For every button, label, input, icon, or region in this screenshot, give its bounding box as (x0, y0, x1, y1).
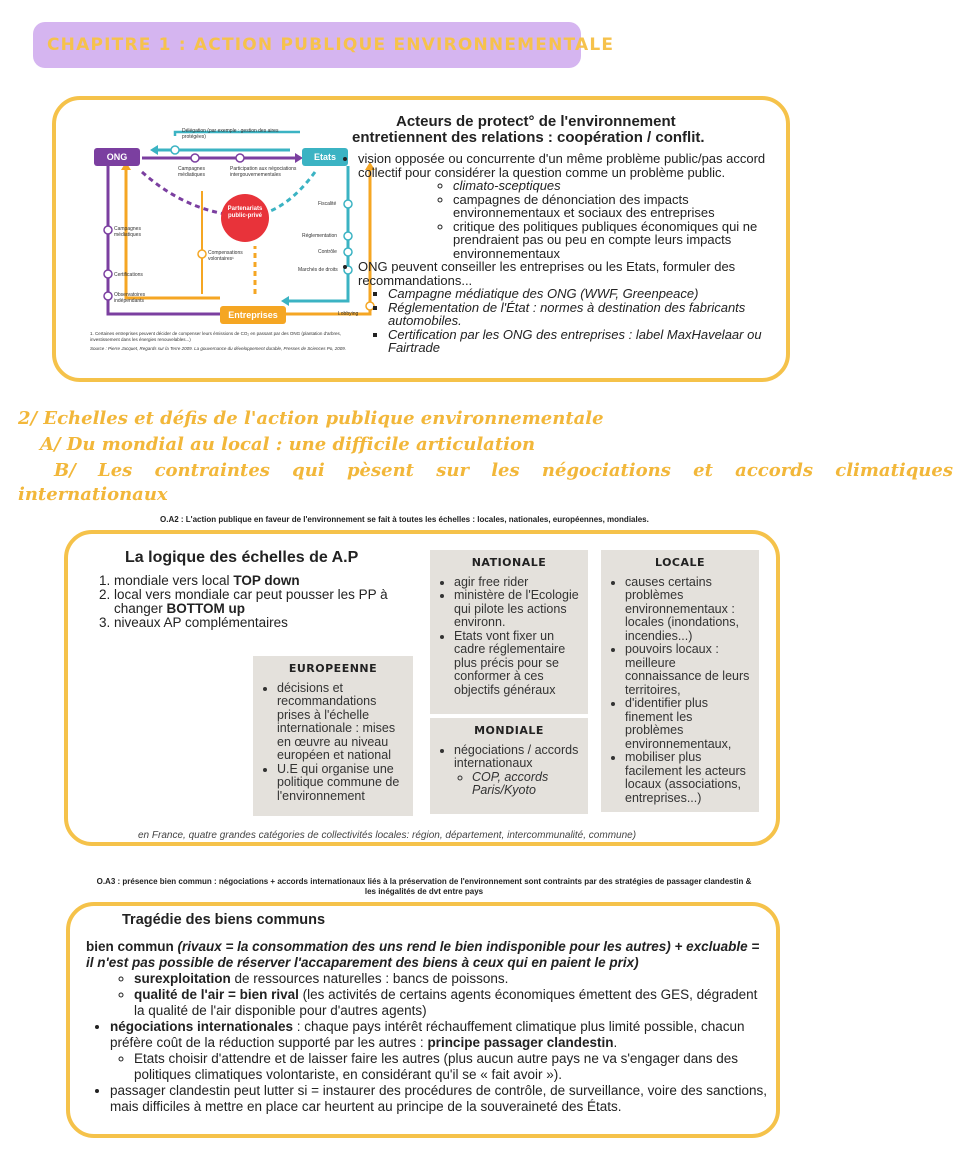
label-reglementation: Réglementation (302, 233, 338, 239)
scales-box (64, 530, 780, 846)
commons-body (86, 939, 770, 1115)
scales-list (78, 574, 434, 630)
scales-item-1: 1. mondiale vers local TOP down (114, 574, 434, 588)
actors-bullet-2: • ONG peuvent conseiller les entreprises ou les Etats, formuler des recommandations... ▪ Campagne médiatique des ONG (WWF, Greenpeace) ▪ Réglementation de l'État : normes à destination des fabricants automobiles. ▪ Certification par les ONG des entreprises : label MaxHavelaar ou Fairtrade (358, 260, 770, 355)
nationale-title: NATIONALE (471, 556, 547, 569)
locale-item: • mobiliser plus facilement les acteurs locaux (associations, entreprises...) (625, 751, 751, 805)
commons-definition: bien commun (rivaux = la consommation des uns rend le bien indisponible pour les autres) + excluable = il n'est pas possible de réserver l'accaparement des biens à ceux qui en paient le prix) (86, 939, 760, 970)
ong-node: ONG (94, 148, 140, 166)
oa3-text: O.A3 : présence bien commun : négociations + accords internationaux liés à la préservation de l'environnement sont contraints par des stratégies de passager clandestin & les inégalités de dvt entre pays (96, 877, 752, 896)
locale-item: • d'identifier plus finement les problèmes environnementaux, (625, 697, 751, 751)
label-marches: Marchés de droits (298, 267, 338, 273)
commons-bullet-3: • passager clandestin peut lutter si = instaurer des procédures de contrôle, de surveillance, voire des sanctions, mais difficiles à mettre en place car heurtent au principe de la souveraineté des États. (110, 1083, 770, 1115)
section2-sub-b-cont: internationaux (18, 484, 168, 505)
commons-title: Tragédie des biens communs (122, 912, 326, 928)
actors-title-1: Acteurs de protect° de l'environnement (396, 113, 676, 130)
chapter-title: CHAPITRE 1 : ACTION PUBLIQUE ENVIRONNEMENTALE (47, 35, 615, 55)
actors-text (338, 152, 770, 355)
entreprises-node: Entreprises (220, 306, 286, 324)
commons-sub-1: ◦ surexploitation de ressources naturelles : bancs de poissons. (134, 971, 770, 987)
etats-node: Etats (302, 148, 348, 166)
actors-title-2: entretiennent des relations : coopération / conflit. (352, 129, 705, 146)
mondiale-card (430, 718, 588, 814)
locale-card (601, 550, 759, 812)
europeenne-title: EUROPEENNE (288, 662, 378, 675)
section2-sub-a: A/ Du mondial au local : une difficile articulation (40, 434, 536, 455)
diagram-footnote: 1. Certaines entreprises peuvent décider de compenser leurs émissions de CO₂ en passant par des ONG (plantation d'arbres, investissement dans les énergies renouvelables...) (90, 331, 341, 342)
oa2-text: O.A2 : L'action publique en faveur de l'environnement se fait à toutes les échelles : locales, nationales, européennes, mondiales. (160, 515, 649, 524)
section2-sub-b: B/ Les contraintes qui pèsent sur les négociations et accords climatiques (54, 460, 953, 481)
ppp-node: Partenariats public-privé (227, 206, 263, 219)
mondiale-sub: ◦ COP, accords Paris/Kyoto (472, 771, 580, 798)
diagram-source: Source : Pierre Jacquet, Regards sur la Terre 2009. La gouvernance du développement durable, Presses de Sciences Po, 2009. (90, 346, 346, 351)
label-delegation: Délégation (par exemple : gestion des aires protégées) (182, 128, 279, 140)
locale-item: • pouvoirs locaux : meilleure connaissance de leurs territoires, (625, 643, 751, 697)
label-observatoires: Observatoires indépendants (114, 292, 146, 304)
locale-title: LOCALE (654, 556, 706, 569)
europeenne-item: • décisions et recommandations prises à l'échelle internationale : mises en œuvre au niveau européen et national (277, 682, 405, 763)
mondiale-item: • négociations / accords internationaux ◦ COP, accords Paris/Kyoto (454, 744, 580, 798)
actors-sub-1b: ◦ campagnes de dénonciation des impacts environnementaux et sociaux des entreprises (453, 193, 770, 220)
commons-sub-2: ◦ qualité de l'air = bien rival (les activités de certains agents économiques émettent des GES, dégradent la qualité de l'air disponible pour d'autres agents) (134, 987, 770, 1019)
label-lobbying: Lobbying (338, 311, 359, 317)
europeenne-item: • U.E qui organise une politique commune de l'environnement (277, 763, 405, 804)
mondiale-title: MONDIALE (474, 724, 544, 737)
nationale-item: • agir free rider (454, 576, 580, 590)
scales-item-2: 2. local vers mondiale car peut pousser les PP à changer BOTTOM up (114, 588, 434, 616)
scales-footer: en France, quatre grandes catégories de collectivités locales: région, département, intercommunalité, commune) (138, 830, 637, 841)
actors-sub-2c: ▪ Certification par les ONG des entreprises : label MaxHavelaar ou Fairtrade (388, 328, 770, 355)
nationale-item: • Etats vont fixer un cadre réglementaire plus précis pour se conformer à ces objectifs généraux (454, 630, 580, 698)
actors-sub-1c: ◦ critique des politiques publiques économiques qui ne prendraient pas ou peu en compte leurs impacts environnementaux (453, 220, 770, 261)
scales-item-3: 3. niveaux AP complémentaires (114, 616, 434, 630)
label-campagnes-med: Campagnes médiatiques (114, 226, 141, 238)
actors-sub-2a: ▪ Campagne médiatique des ONG (WWF, Greenpeace) (388, 287, 770, 301)
label-campagnes: Campagnes médiatiques (178, 166, 205, 178)
chapter-banner (33, 22, 615, 68)
actors-sub-2b: ▪ Réglementation de l'État : normes à destination des fabricants automobiles. (388, 301, 770, 328)
label-certifications: Certifications (114, 272, 143, 278)
nationale-item: • ministère de l'Ecologie qui pilote les actions environn. (454, 589, 580, 630)
scales-title: La logique des échelles de A.P (125, 549, 359, 566)
actors-sub-1a: ◦ climato-sceptiques (453, 179, 770, 193)
commons-bullet-2: • négociations internationales : chaque pays intérêt réchauffement climatique plus limité possible, chacun préfère coût de la réduction supporté par les autres : principe passager clandestin. ◦ Etats choisir d'attendre et de laisser faire les autres (plus aucun autre pays ne va s'engager dans des politiques climatiques volontariste, en considérant qu'il se « fait avoir »). (110, 1019, 770, 1083)
europeenne-card (253, 656, 413, 816)
commons-bullet-2-sub: ◦ Etats choisir d'attendre et de laisser faire les autres (plus aucun autre pays ne va s'engager dans des politiques climatiques volontariste, en considérant qu'il se « fait avoir »). (134, 1051, 770, 1083)
section2-heading: 2/ Echelles et défis de l'action publique environnementale (18, 408, 604, 429)
label-participation: Participation aux négociations intergouvernementales (230, 166, 297, 178)
label-controle: Contrôle (318, 249, 337, 255)
actors-box (52, 96, 790, 382)
label-fiscalite: Fiscalité (318, 201, 337, 207)
commons-box (66, 902, 780, 1138)
locale-item: • causes certains problèmes environnementaux : locales (inondations, incendies...) (625, 576, 751, 644)
nationale-card (430, 550, 588, 714)
actors-bullet-1: • vision opposée ou concurrente d'un même problème public/pas accord collectif pour considérer la question comme un problème public. ◦ climato-sceptiques ◦ campagnes de dénonciation des impacts environnementaux et sociaux des entreprises ◦ critique des politiques publiques économiques qui ne prendraient pas ou peu en compte leurs impacts environnementaux (358, 152, 770, 260)
label-compensations: Compensations volontaires¹ (208, 250, 243, 262)
